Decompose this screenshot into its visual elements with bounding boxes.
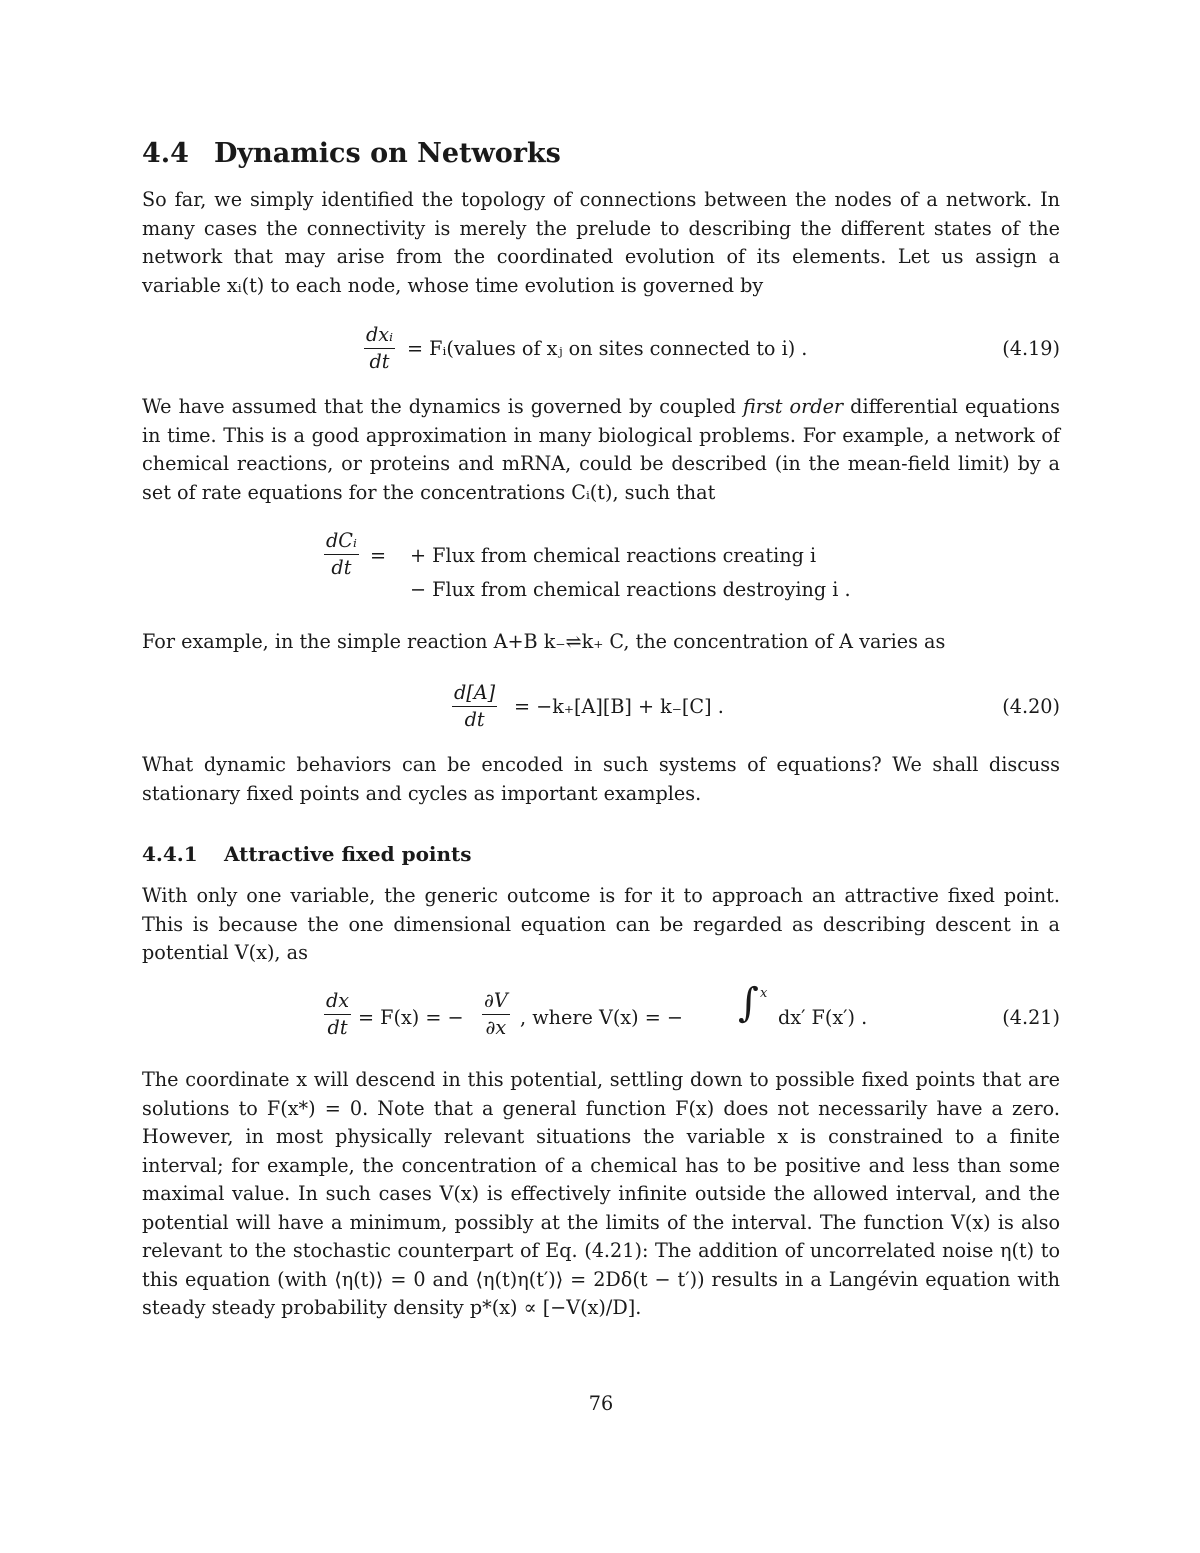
page-number: 76 — [588, 1392, 614, 1415]
section-heading — [142, 138, 561, 169]
equation-flux — [142, 528, 1060, 608]
integral-upper-limit: x — [760, 986, 768, 1001]
subsection-title: Attractive fixed points — [224, 842, 472, 866]
paragraph-simple-reaction: For example, in the simple reaction A+B k₋⇌k₊ C, the concentration of A varies as — [142, 630, 946, 653]
equation-mid: = F(x) = − — [358, 1006, 464, 1029]
flux-creating: + Flux from chemical reactions creating i — [410, 544, 817, 567]
section-number: 4.4 — [142, 138, 189, 169]
equals-sign: = — [370, 544, 387, 567]
fraction-dxi-dt: dxᵢ dt — [366, 323, 393, 373]
subsection-number: 4.4.1 — [142, 842, 198, 866]
section-title: Dynamics on Networks — [214, 138, 561, 169]
paragraph-rate-equations: We have assumed that the dynamics is governed by coupled first order differential equations in time. This is a good approximation in many biological problems. For example, a network of chemical reactions, or proteins and mRNA, could be described (in the mean-field limit) by a set of rate equations for the concentrations Cᵢ(t), such that — [142, 395, 1060, 504]
equation-tail: dx′ F(x′) . — [778, 1006, 868, 1029]
fraction-dV-dx: $\frac{\partial V}{\partial x}$ — [484, 989, 508, 1039]
emphasis-first-order: first order — [742, 395, 844, 418]
equation-label: (4.19) — [1002, 337, 1060, 360]
equation-label: (4.21) — [1002, 1006, 1060, 1029]
equation-4-20 — [142, 680, 1060, 740]
equation-label: (4.20) — [1002, 695, 1060, 718]
paragraph-dynamic-behaviors: What dynamic behaviors can be encoded in such systems of equations? We shall discuss stationary fixed points and cycles as important examples. — [142, 753, 1060, 805]
flux-destroying: − Flux from chemical reactions destroying i . — [410, 578, 851, 601]
paragraph-fixed-points: The coordinate x will descend in this potential, settling down to possible fixed points that are solutions to F(x*) = 0. Note that a general function F(x) does not necessarily have a zero. However, in most physically relevant situations the variable x is constrained to a finite interval; for example, the concentration of a chemical has to be positive and less than some maximal value. In such cases V(x) is effectively infinite outside the allowed interval, and the potential will have a minimum, possibly at the limits of the interval. The function V(x) is also relevant to the stochastic counterpart of Eq. (4.21): The addition of uncorrelated noise η(t) to this equation (with ⟨η(t)⟩ = 0 and ⟨η(t)η(t′)⟩ = 2Dδ(t − t′)) results in a Langévin equation with steady steady probability density p*(x) ∝ [−V(x)/D]. — [142, 1068, 1060, 1319]
equation-rhs: = Fᵢ(values of xⱼ on sites connected to i) . — [407, 337, 808, 360]
equation-where: , where V(x) = − — [520, 1006, 683, 1029]
fraction-dA-dt: $\frac{d[A]}{dt}$ — [454, 681, 496, 731]
fraction-dx-dt: $\frac{dx}{dt}$ — [326, 989, 350, 1039]
paragraph-one-variable: With only one variable, the generic outcome is for it to approach an attractive fixed point. This is because the one dimensional equation can be regarded as describing descent in a potential V(x), as — [142, 884, 1060, 964]
integral-sign: ∫ — [738, 980, 759, 1026]
equation-4-19 — [142, 322, 1060, 382]
fraction-dci-dt: dCᵢ dt — [326, 529, 357, 579]
equation-4-21 — [142, 980, 1060, 1058]
subsection-heading — [142, 842, 472, 866]
equation-rhs: = −k₊[A][B] + k₋[C] . — [514, 695, 724, 718]
paragraph-intro: So far, we simply identified the topology of connections between the nodes of a network. In many cases the connectivity is merely the prelude to describing the different states of the network that may arise from the coordinated evolution of its elements. Let us assign a variable xᵢ(t) to each node, whose time evolution is governed by — [142, 188, 1060, 297]
